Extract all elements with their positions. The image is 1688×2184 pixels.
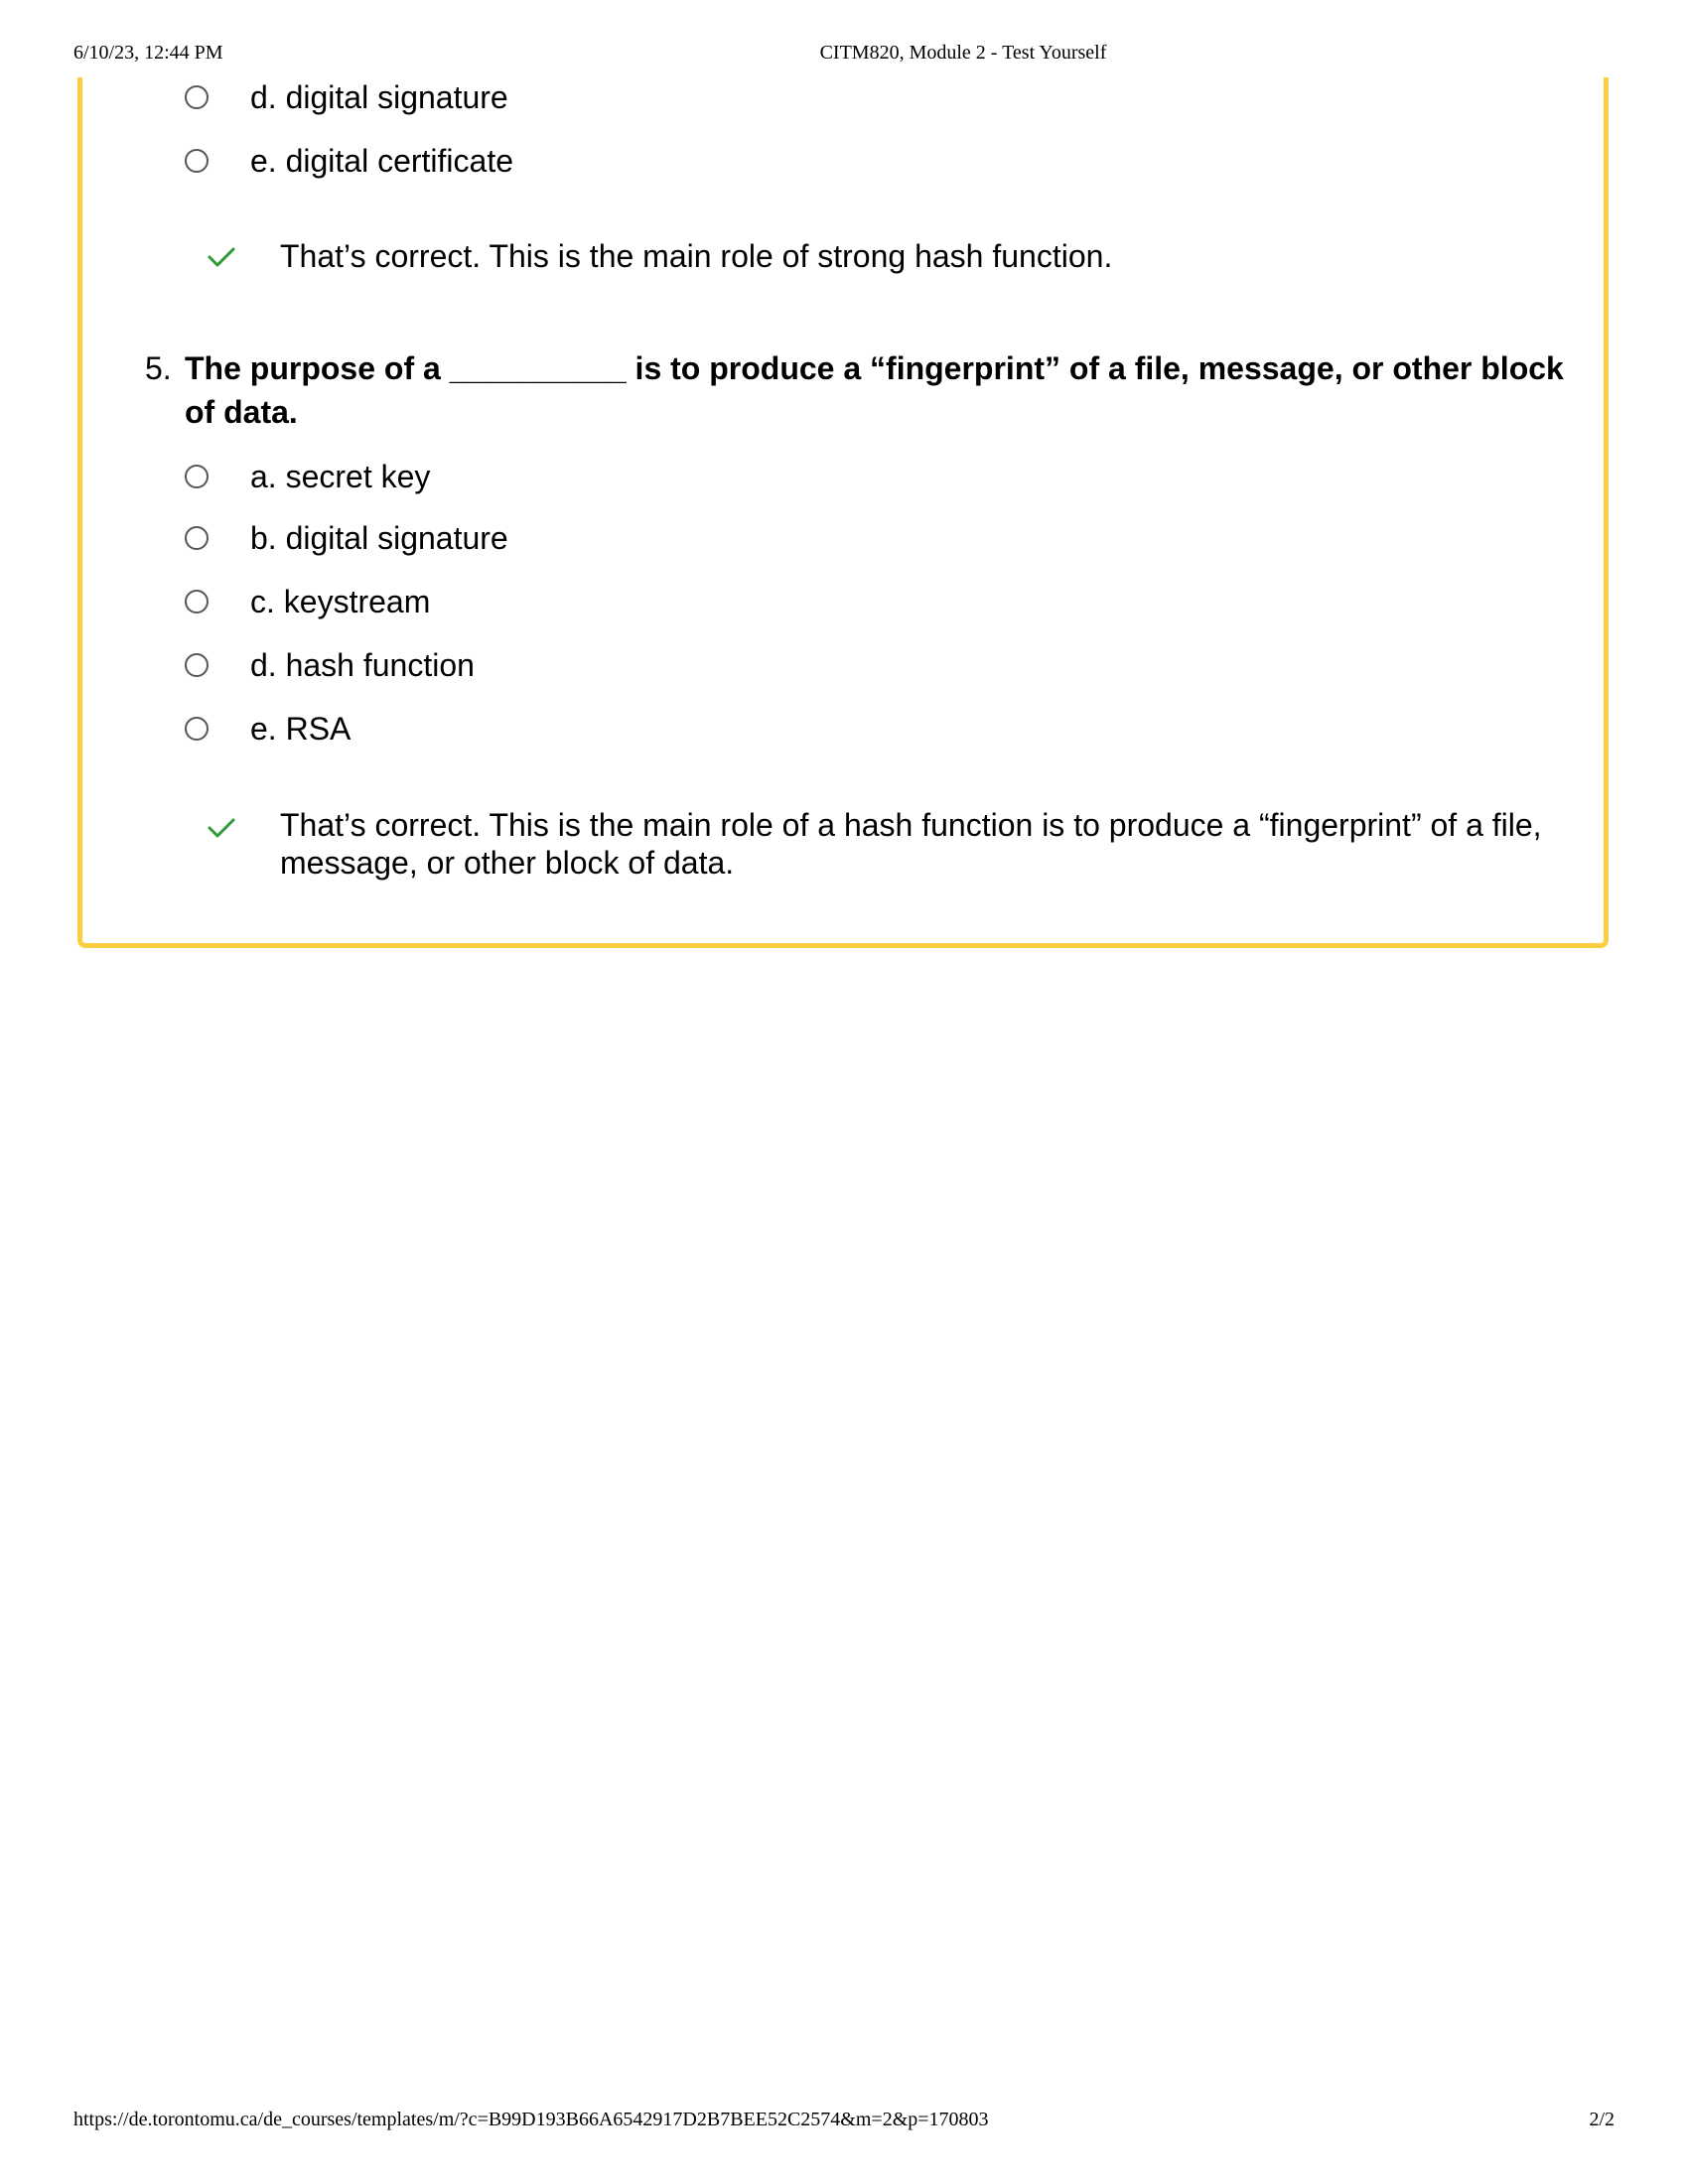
- option-label: c. keystream: [250, 583, 431, 619]
- option-label: d. hash function: [250, 646, 475, 683]
- q5-option-d[interactable]: [185, 645, 475, 685]
- print-footer: [0, 2109, 1688, 2134]
- checkmark-icon: [207, 816, 236, 840]
- q5-feedback: [207, 806, 1557, 886]
- prev-option-e[interactable]: [185, 141, 513, 181]
- prev-feedback: [207, 237, 1557, 277]
- radio-button[interactable]: [185, 85, 209, 109]
- option-label: d. digital signature: [250, 78, 508, 115]
- feedback-text: That’s correct. This is the main role of strong hash function.: [280, 238, 1113, 274]
- radio-button[interactable]: [185, 653, 209, 677]
- checkmark-icon: [207, 245, 236, 269]
- prev-option-d[interactable]: [185, 77, 508, 117]
- feedback-text: That’s correct. This is the main role of a hash function is to produce a “fingerprint” of a file, message, or other block of data.: [280, 807, 1542, 881]
- page-number: 2/2: [1589, 2109, 1615, 2130]
- option-label: a. secret key: [250, 458, 431, 494]
- radio-button[interactable]: [185, 149, 209, 173]
- radio-button[interactable]: [185, 465, 209, 488]
- print-header: [0, 42, 1688, 68]
- radio-button[interactable]: [185, 526, 209, 550]
- radio-button[interactable]: [185, 717, 209, 741]
- print-datetime: 6/10/23, 12:44 PM: [73, 42, 223, 64]
- page-url: https://de.torontomu.ca/de_courses/templates/m/?c=B99D193B66A6542917D2B7BEE52C2574&m=2&p=170803: [73, 2109, 989, 2130]
- print-page-title: CITM820, Module 2 - Test Yourself: [819, 42, 1107, 64]
- option-label: b. digital signature: [250, 519, 508, 556]
- q5-option-e[interactable]: [185, 709, 351, 749]
- q5-option-c[interactable]: [185, 582, 430, 621]
- q5-option-b[interactable]: [185, 518, 508, 558]
- option-label: e. RSA: [250, 710, 352, 747]
- question-number: 5.: [145, 350, 172, 386]
- radio-button[interactable]: [185, 590, 209, 614]
- q5-option-a[interactable]: [185, 457, 430, 496]
- question-text: The purpose of a __________ is to produce a “fingerprint” of a file, message, or other block of data.: [185, 350, 1564, 430]
- option-label: e. digital certificate: [250, 142, 514, 179]
